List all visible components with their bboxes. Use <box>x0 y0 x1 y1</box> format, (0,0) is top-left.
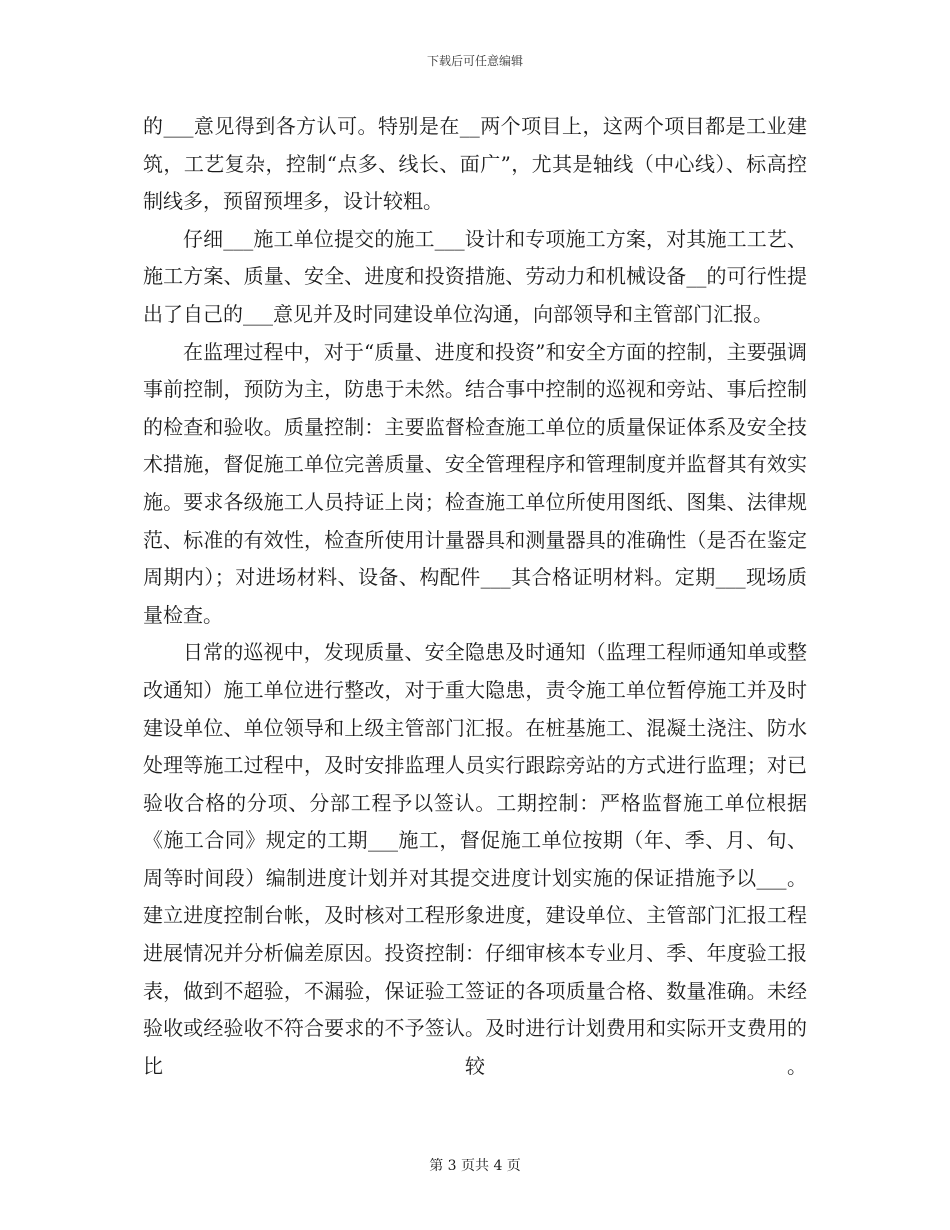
page-footer: 第 3 页共 4 页 <box>429 1158 521 1174</box>
paragraph-2: 仔细___施工单位提交的施工___设计和专项施工方案，对其施工工艺、施工方案、质量、安全、进度和投资措施、劳动力和机械设备__的可行性提出了自己的___意见并及时同建设单位沟通，向部领导和主管部门汇报。 <box>143 226 807 326</box>
paragraph-1: 的___意见得到各方认可。特别是在__两个项目上，这两个项目都是工业建筑，工艺复杂，控制“点多、线长、面广”，尤其是轴线（中心线）、标高控制线多，预留预埋多，设计较粗。 <box>143 114 807 214</box>
paragraph-4: 日常的巡视中，发现质量、安全隐患及时通知（监理工程师通知单或整改通知）施工单位进行整改，对于重大隐患，责令施工单位暂停施工并及时建设单位、单位领导和上级主管部门汇报。在桩基施工、混凝土浇注、防水处理等施工过程中，及时安排监理人员实行跟踪旁站的方式进行监理；对已验收合格的分项、分部工程予以签认。工期控制：严格监督施工单位根据《施工合同》规定的工期___施工，督促施工单位按期（年、季、月、旬、周等时间段）编制进度计划并对其提交进度计划实施的保证措施予以___。建立进度控制台帐，及时核对工程形象进度，建设单位、主管部门汇报工程进展情况并分析偏差原因。投资控制：仔细审核本专业月、季、年度验工报表，做到不超验，不漏验，保证验工签证的各项质量合格、数量准确。未经验收或经验收不符合要求的不予签认。及时进行计划费用和实际开支费用的比较。 <box>143 640 807 1078</box>
paragraph-3: 在监理过程中，对于“质量、进度和投资”和安全方面的控制，主要强调事前控制，预防为主，防患于未然。结合事中控制的巡视和旁站、事后控制的检查和验收。质量控制：主要监督检查施工单位的质量保证体系及安全技术措施，督促施工单位完善质量、安全管理程序和管理制度并监督其有效实施。要求各级施工人员持证上岗；检查施工单位所使用图纸、图集、法律规范、标准的有效性，检查所使用计量器具和测量器具的准确性（是否在鉴定周期内）；对进场材料、设备、构配件___其合格证明材料。定期___现场质量检查。 <box>143 339 807 627</box>
page-header: 下载后可任意编辑 <box>426 54 523 68</box>
document-body <box>143 108 807 1085</box>
